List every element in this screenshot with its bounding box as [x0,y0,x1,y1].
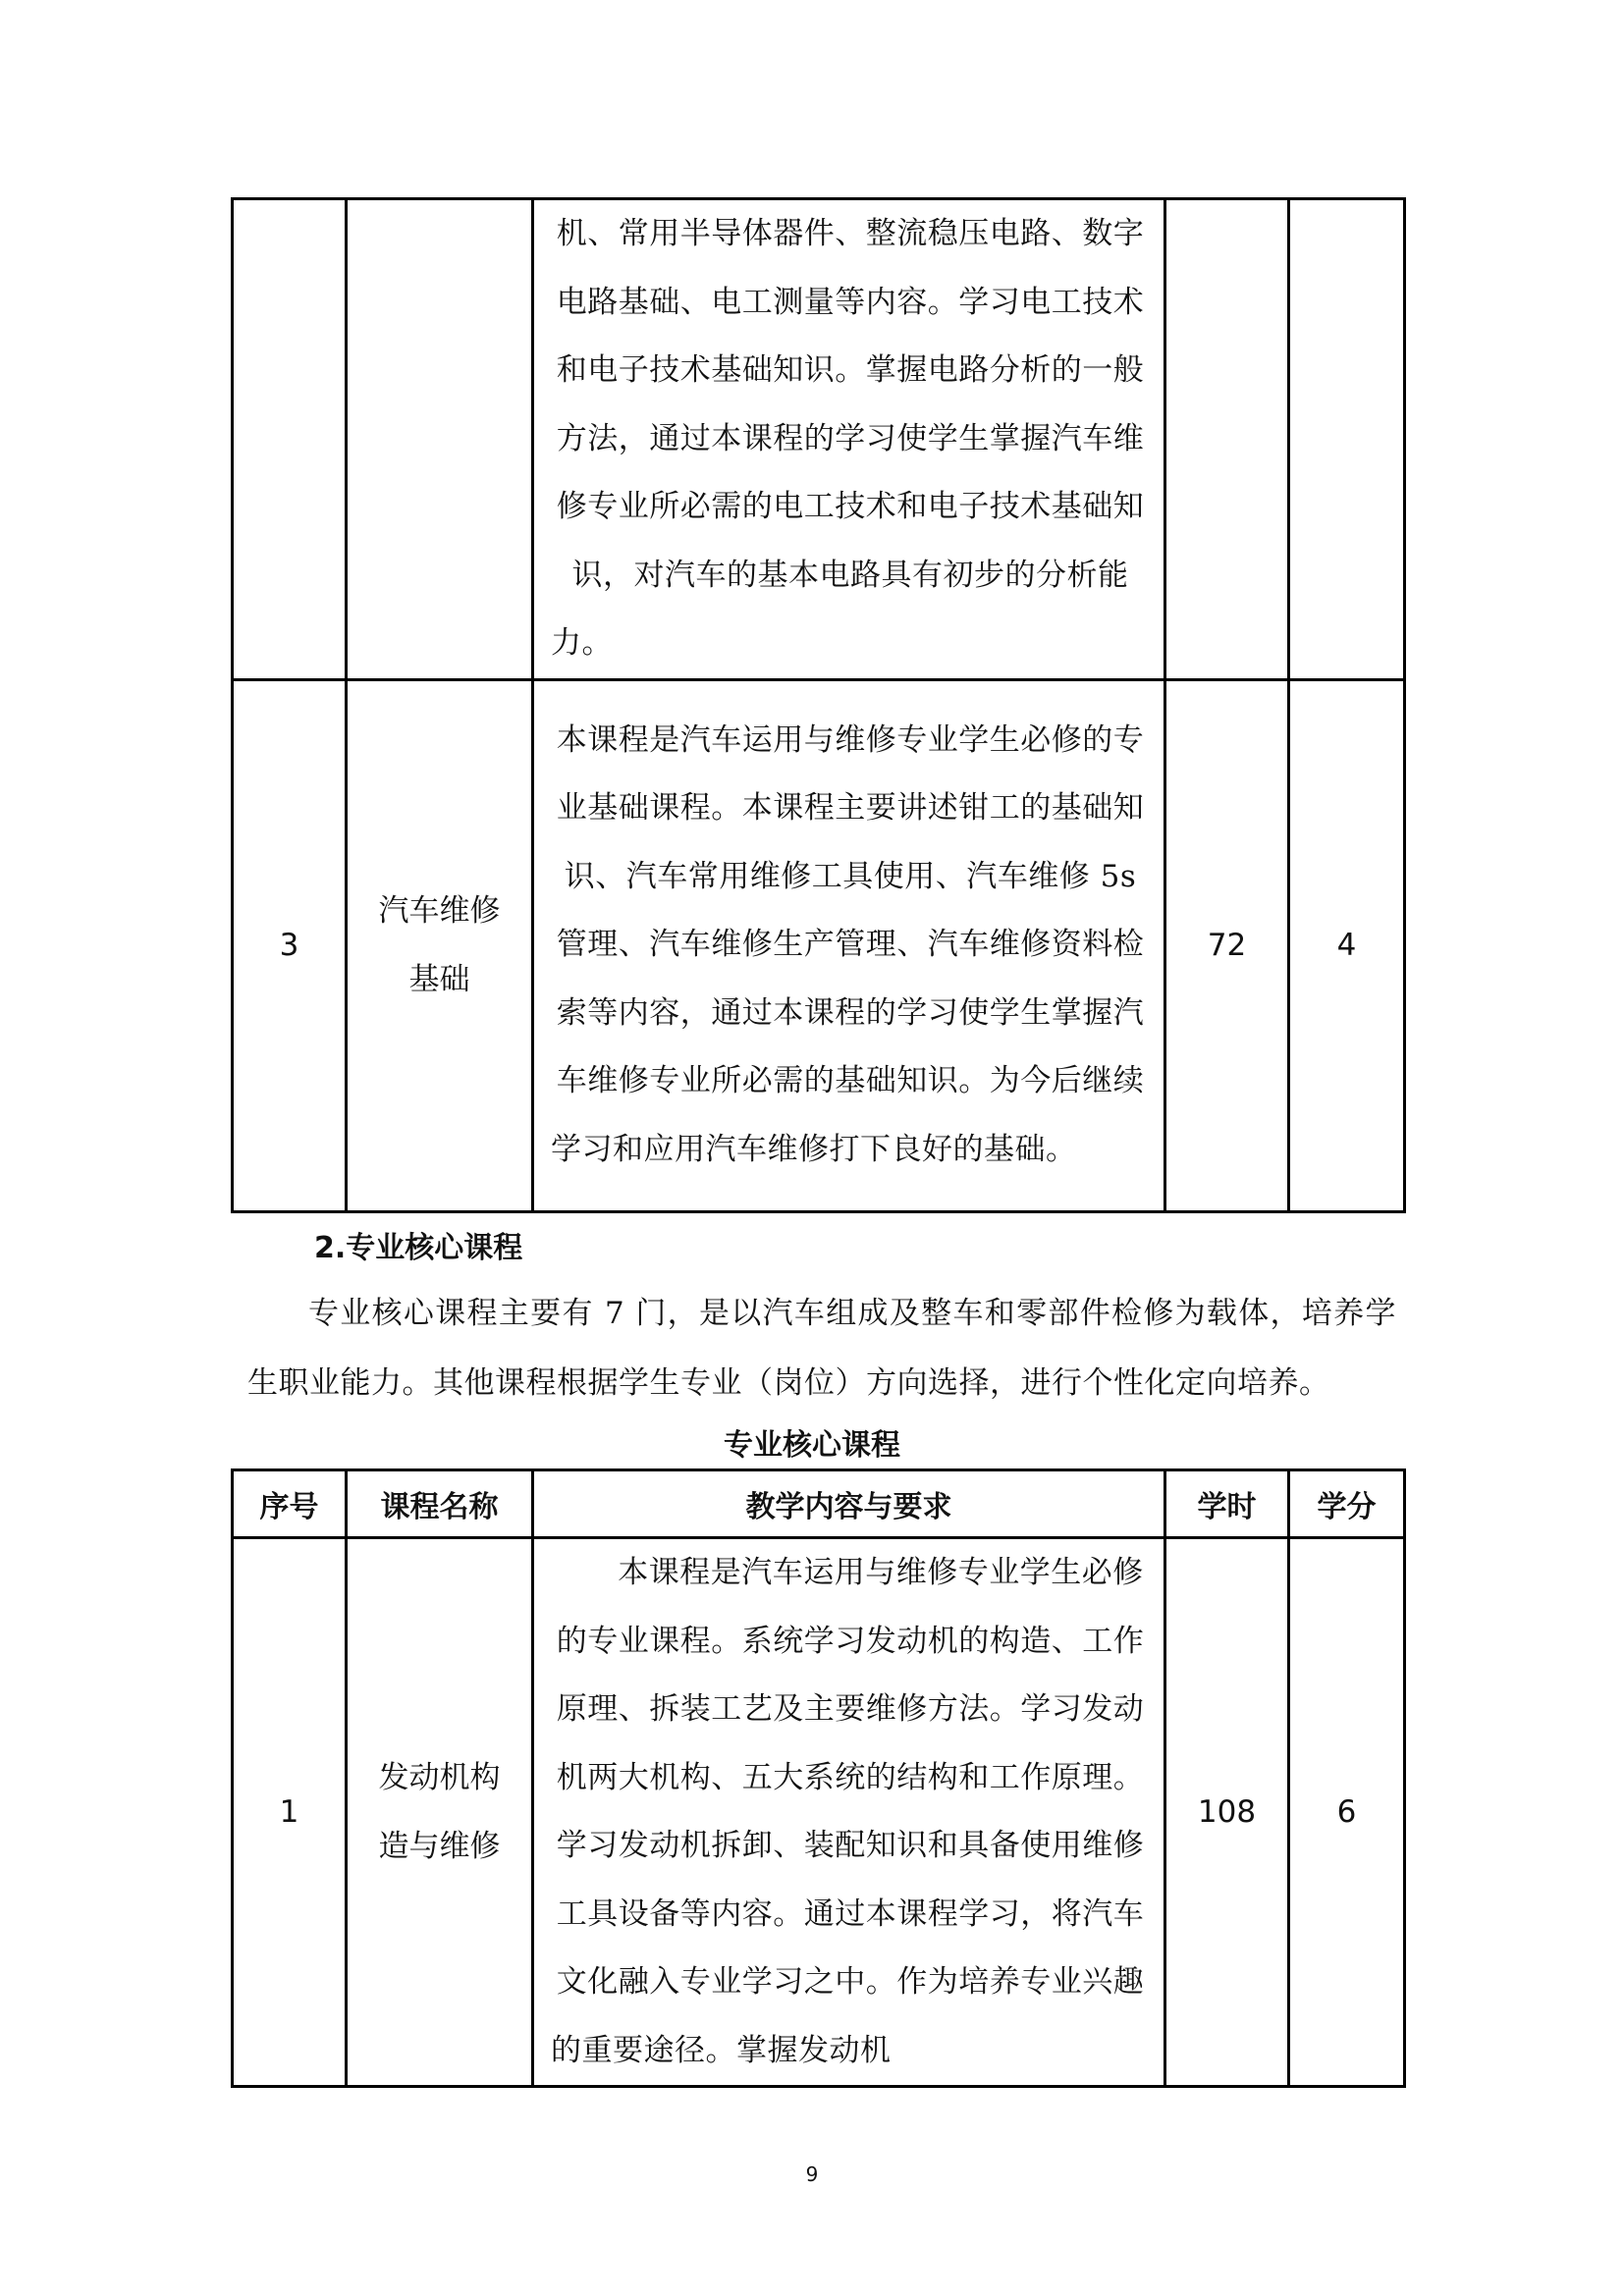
table-header-row [233,1470,1405,1538]
course-name [347,199,533,680]
course-name-line: 发动机构 [378,1760,501,1795]
course-description: 机、常用半导体器件、整流稳压电路、数字电路基础、电工测量等内容。学习电工技术和电子技术基础知识。掌握电路分析的一般方法，通过本课程的学习使学生掌握汽车维修专业所必需的电工技术和电子技术基础知识，对汽车的基本电路具有初步的分析能力。 [533,199,1165,680]
header-credits: 学分 [1289,1470,1405,1538]
course-credits: 6 [1289,1538,1405,2087]
core-courses-table [231,1468,1406,2088]
header-hours: 学时 [1165,1470,1289,1538]
course-name [347,679,533,1211]
page-number: 9 [805,2163,819,2186]
course-name-line: 汽车维修 [378,893,501,929]
course-hours: 108 [1165,1538,1289,2087]
course-description: 本课程是汽车运用与维修专业学生必修的专业基础课程。本课程主要讲述钳工的基础知识、汽车常用维修工具使用、汽车维修 5s 管理、汽车维修生产管理、汽车维修资料检索等内容，通过本课程的学习使学生掌握汽车维修专业所必需的基础知识。为今后继续学习和应用汽车维修打下良好的基础。 [533,679,1165,1211]
course-hours: 72 [1165,679,1289,1211]
table-row [233,679,1405,1211]
course-name [347,1538,533,2087]
course-name-line: 基础 [408,962,470,997]
header-index: 序号 [233,1470,347,1538]
header-content: 教学内容与要求 [533,1470,1165,1538]
row-index: 1 [233,1538,347,2087]
row-index [233,199,347,680]
table-row [233,199,1405,680]
course-name-line: 造与维修 [378,1829,501,1864]
course-credits: 4 [1289,679,1405,1211]
section-heading: 2.专业核心课程 [314,1231,523,1265]
section-paragraph: 专业核心课程主要有 7 门，是以汽车组成及整车和零部件检修为载体，培养学生职业能力。其他课程根据学生专业（岗位）方向选择，进行个性化定向培养。 [247,1296,1396,1401]
course-description: 本课程是汽车运用与维修专业学生必修的专业课程。系统学习发动机的构造、工作原理、拆装工艺及主要维修方法。学习发动机两大机构、五大系统的结构和工作原理。学习发动机拆卸、装配知识和具备使用维修工具设备等内容。通过本课程学习，将汽车文化融入专业学习之中。作为培养专业兴趣的重要途径。掌握发动机 [533,1538,1165,2087]
row-index: 3 [233,679,347,1211]
table-row [233,1538,1405,2087]
header-course-name: 课程名称 [347,1470,533,1538]
course-credits [1289,199,1405,680]
table-caption: 专业核心课程 [724,1428,900,1463]
basic-courses-table-continued [231,197,1406,1213]
course-hours [1165,199,1289,680]
